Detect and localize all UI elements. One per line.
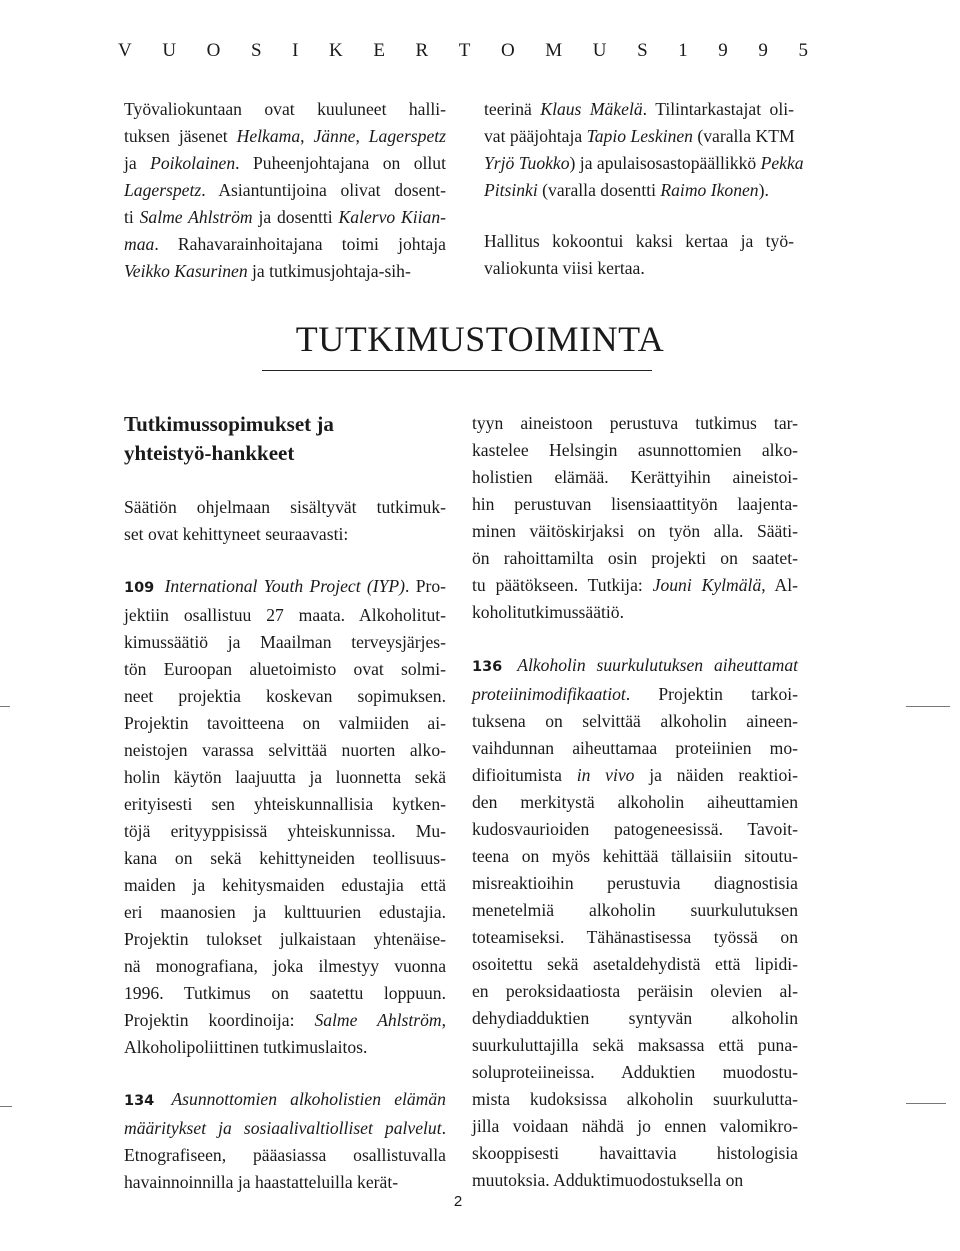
text-run: , xyxy=(441,1010,446,1030)
text-line xyxy=(472,1059,798,1086)
text-run: eri maanosien ja kulttuurien edustajia. xyxy=(124,902,446,922)
text-line xyxy=(124,980,446,1007)
italic-run: Salme Ahlström xyxy=(139,207,253,227)
text-line xyxy=(124,1169,446,1196)
left-column xyxy=(124,410,446,1196)
text-run: . Rahavarainhoitajana toimi johtaja xyxy=(154,234,446,254)
italic-run: Raimo Ikonen xyxy=(660,180,759,200)
italic-run: Klaus Mäkelä xyxy=(540,99,643,119)
text-run: . Projektin tarkoi- xyxy=(625,684,798,704)
running-head-letter: R xyxy=(415,40,429,61)
text-line xyxy=(484,228,794,255)
text-run: teerinä xyxy=(484,99,541,119)
text-line xyxy=(124,602,446,629)
italic-run: määritykset ja sosiaalivaltiolliset palvelut xyxy=(124,1118,442,1138)
text-run: Projektin tavoitteena on valmiiden ai- xyxy=(124,713,446,733)
italic-run: in vivo xyxy=(576,765,635,785)
scan-mark xyxy=(906,1103,946,1104)
text-line xyxy=(124,953,446,980)
text-line xyxy=(124,845,446,872)
text-line xyxy=(124,521,446,548)
text-line xyxy=(124,231,446,258)
text-run: havainnoinnilla ja haastatteluilla kerät- xyxy=(124,1172,399,1192)
text-line xyxy=(124,1034,446,1061)
text-run: dehydiadduktien syntyvän alkoholin xyxy=(472,1008,798,1028)
italic-run: Lagerspetz xyxy=(368,126,446,146)
running-head-letter: V xyxy=(118,40,132,61)
text-run: osoitettu sekä asetaldehydistä että lipidi- xyxy=(472,954,798,974)
right-column xyxy=(472,410,798,1194)
text-run: koholitutkimussäätiö. xyxy=(472,602,624,622)
italic-run: Lagerspetz xyxy=(124,180,202,200)
text-line xyxy=(472,518,798,545)
item-number: 136 xyxy=(472,659,503,675)
project-134 xyxy=(124,1086,446,1196)
text-run: vat pääjohtaja xyxy=(484,126,587,146)
text-run: erityisesti sen yhteiskunnallisia kytken- xyxy=(124,794,446,814)
text-run: . Pro- xyxy=(405,576,446,596)
text-line xyxy=(484,177,794,204)
text-line xyxy=(124,899,446,926)
italic-run: Asunnottomien alkoholistien elämän xyxy=(171,1089,446,1109)
italic-run: Poikolainen xyxy=(150,153,236,173)
text-run: vaihdunnan aiheuttamaa proteiinien mo- xyxy=(472,738,798,758)
text-run: holistien elämää. Kerättyihin aineistoi- xyxy=(472,467,798,487)
text-line xyxy=(472,652,798,681)
italic-run: Alkoholin suurkulutuksen aiheuttamat xyxy=(517,655,799,675)
text-run: ja dosentti xyxy=(252,207,339,227)
italic-run: Tapio Leskinen xyxy=(586,126,693,146)
text-run: ja xyxy=(124,153,151,173)
text-line xyxy=(472,1086,798,1113)
text-run: tön Euroopan aluetoimisto ovat solmi- xyxy=(124,659,446,679)
text-line xyxy=(472,735,798,762)
text-run: tu päätökseen. Tutkija: xyxy=(472,575,653,595)
text-line xyxy=(472,1140,798,1167)
text-run: ) ja apulaisosastopäällikkö xyxy=(569,153,761,173)
text-run: 1996. Tutkimus on saatettu loppuun. xyxy=(124,983,446,1003)
text-line xyxy=(124,96,446,123)
text-run: holin käytön laajuutta ja luonnetta sekä xyxy=(124,767,446,787)
text-line xyxy=(472,978,798,1005)
text-line xyxy=(124,737,446,764)
project-109 xyxy=(124,573,446,1061)
text-line xyxy=(124,656,446,683)
text-run: , xyxy=(300,126,314,146)
text-run: tuksen jäsenet xyxy=(124,126,237,146)
text-run: minen väitöskirjaksi on työn alla. Sääti- xyxy=(472,521,798,541)
text-line xyxy=(124,1086,446,1115)
text-line xyxy=(124,926,446,953)
text-run: valiokunta viisi kertaa. xyxy=(484,258,645,278)
text-line xyxy=(472,681,798,708)
running-head-letter: S xyxy=(637,40,648,61)
text-run: skooppisesti havaittavia histologisia xyxy=(472,1143,798,1163)
text-line xyxy=(472,816,798,843)
project-134-continued xyxy=(472,410,798,626)
running-head-letter: I xyxy=(292,40,299,61)
meetings-paragraph xyxy=(484,228,794,282)
project-136 xyxy=(472,652,798,1194)
running-head-letter: K xyxy=(329,40,343,61)
text-line xyxy=(124,573,446,602)
text-run: Säätiön ohjelmaan sisältyvät tutkimuk- xyxy=(124,497,446,517)
text-line xyxy=(472,491,798,518)
item-number: 134 xyxy=(124,1093,155,1109)
running-head-letter: U xyxy=(592,40,607,61)
text-line xyxy=(472,572,798,599)
text-line xyxy=(124,791,446,818)
page-number: 2 xyxy=(453,1193,463,1210)
text-line xyxy=(472,708,798,735)
text-run: en peroksidaatiosta peräisin olevien al- xyxy=(472,981,798,1001)
text-run: , Al- xyxy=(761,575,799,595)
text-run: misreaktioihin perustuvia diagnostisia xyxy=(472,873,798,893)
text-run: ön rahoittamilta osin projekti on saatet- xyxy=(472,548,798,568)
text-run: tyyn aineistoon perustuva tutkimus tar- xyxy=(472,413,798,433)
italic-run: proteiinimodifikaatiot xyxy=(472,684,626,704)
top-left-column xyxy=(124,96,446,285)
text-line xyxy=(484,150,804,177)
text-run: mista kudoksissa alkoholin suurkulutta- xyxy=(472,1089,798,1109)
italic-run: Salme Ahlström xyxy=(314,1010,442,1030)
text-run: toteamiseksi. Tähänastisessa työssä on xyxy=(472,927,798,947)
text-line xyxy=(124,872,446,899)
text-run: (varalla dosentti xyxy=(537,180,661,200)
text-line xyxy=(472,545,798,572)
text-run: . xyxy=(441,1118,446,1138)
text-run: , xyxy=(355,126,369,146)
scan-mark xyxy=(0,706,10,707)
text-line xyxy=(472,437,798,464)
text-line xyxy=(472,843,798,870)
running-head-letter: T xyxy=(458,40,471,61)
text-line xyxy=(472,762,798,789)
text-run: Etnografiseen, pääasiassa osallistuvalla xyxy=(124,1145,446,1165)
scan-mark xyxy=(906,706,950,707)
text-line xyxy=(484,96,794,123)
text-run: Työvaliokuntaan ovat kuuluneet halli- xyxy=(124,99,446,119)
text-run: kimussäätiö ja Maailman terveysjärjes- xyxy=(124,632,446,652)
text-line xyxy=(472,789,798,816)
text-line xyxy=(124,150,446,177)
text-line xyxy=(472,1032,798,1059)
italic-run: Jouni Kylmälä xyxy=(652,575,762,595)
italic-run: Veikko Kasurinen xyxy=(124,261,248,281)
text-line xyxy=(472,410,798,437)
text-line xyxy=(124,204,446,231)
top-right-column xyxy=(484,96,804,282)
text-line xyxy=(484,255,794,282)
text-run: . Tilintarkastajat oli- xyxy=(642,99,794,119)
text-run: suurkuluttajilla sekä maksassa että puna- xyxy=(472,1035,798,1055)
italic-run: International Youth Project (IYP) xyxy=(164,576,405,596)
running-head-letter: E xyxy=(373,40,385,61)
text-run: ). xyxy=(758,180,769,200)
text-run: kana on sekä kehittyneiden teollisuus- xyxy=(124,848,446,868)
section-title: TUTKIMUSTOIMINTA xyxy=(295,319,665,359)
running-head-letter: O xyxy=(500,40,515,61)
text-run: ti xyxy=(124,207,140,227)
text-line xyxy=(124,818,446,845)
text-run: teena on myös kehittää tällaisiin sitoutu- xyxy=(472,846,798,866)
text-run: jektiin osallistuu 27 maata. Alkoholitut- xyxy=(124,605,446,625)
running-head-letter: U xyxy=(162,40,177,61)
text-run: kastelee Helsingin asunnottomien alko- xyxy=(472,440,798,460)
text-line xyxy=(472,599,798,626)
text-run: neet projektia koskevan sopimuksen. xyxy=(124,686,446,706)
text-run: soluproteiineissa. Adduktien muodostu- xyxy=(472,1062,798,1082)
running-head-letter: 5 xyxy=(798,40,808,61)
text-run: maiden ja kehitysmaiden edustajia että xyxy=(124,875,446,895)
text-line xyxy=(472,870,798,897)
text-run: . Puheenjohtajana on ollut xyxy=(235,153,446,173)
italic-run: Pekka xyxy=(760,153,804,173)
text-run: kudosvaurioiden patogeneesissä. Tavoit- xyxy=(472,819,798,839)
section-divider xyxy=(262,370,652,371)
text-run: ja näiden reaktioi- xyxy=(634,765,798,785)
running-head xyxy=(118,40,808,62)
italic-run: Yrjö Tuokko xyxy=(484,153,570,173)
text-line xyxy=(472,897,798,924)
text-run: töjä erityyppisissä yhteiskunnissa. Mu- xyxy=(124,821,446,841)
text-line xyxy=(472,1113,798,1140)
committee-paragraph xyxy=(124,96,446,285)
text-run: difioitumista xyxy=(472,765,577,785)
text-line xyxy=(124,1142,446,1169)
text-run: set ovat kehittyneet seuraavasti: xyxy=(124,524,349,544)
running-head-letter: S xyxy=(250,40,262,61)
italic-run: Jänne xyxy=(313,126,356,146)
text-line xyxy=(124,1115,446,1142)
running-head-letter: M xyxy=(545,40,563,61)
text-run: hin perustuvan lisensiaattityön laajenta- xyxy=(472,494,798,514)
text-run: tuksena on selvittää alkoholin aineen- xyxy=(472,711,798,731)
running-head-letter: 1 xyxy=(678,40,688,61)
text-run: Alkoholipoliittinen tutkimuslaitos. xyxy=(124,1037,368,1057)
item-number: 109 xyxy=(124,580,155,596)
text-run: Projektin koordinoija: xyxy=(124,1010,315,1030)
text-line xyxy=(124,258,446,285)
text-line xyxy=(124,629,446,656)
text-line xyxy=(472,924,798,951)
intro-paragraph xyxy=(124,494,446,548)
text-run: nä monografiana, joka ilmestyy vuonna xyxy=(124,956,446,976)
text-line xyxy=(124,494,446,521)
text-line xyxy=(124,710,446,737)
text-run: muutoksia. Adduktimuodostuksella on xyxy=(472,1170,744,1190)
text-line xyxy=(124,177,446,204)
text-run: jilla voidaan nähdä jo ennen valomikro- xyxy=(472,1116,798,1136)
text-line xyxy=(124,764,446,791)
text-line xyxy=(124,123,446,150)
text-run: neistojen varassa selvittää nuorten alko- xyxy=(124,740,446,760)
text-run: Hallitus kokoontui kaksi kertaa ja työ- xyxy=(484,231,794,251)
running-head-letter: 9 xyxy=(758,40,768,61)
text-run: . Asiantuntijoina olivat dosent- xyxy=(201,180,446,200)
italic-run: Pitsinki xyxy=(484,180,538,200)
text-line xyxy=(472,1167,798,1194)
text-run: den merkitystä alkoholin aiheuttamien xyxy=(472,792,798,812)
text-run: Projektin tulokset julkaistaan yhtenäise- xyxy=(124,929,446,949)
text-run: menetelmiä alkoholin suurkulutuksen xyxy=(472,900,798,920)
running-head-letter: O xyxy=(206,40,221,61)
text-line xyxy=(472,951,798,978)
text-line xyxy=(484,123,794,150)
text-line xyxy=(124,683,446,710)
italic-run: maa xyxy=(124,234,155,254)
running-head-letter: 9 xyxy=(718,40,728,61)
italic-run: Kalervo Kiian- xyxy=(338,207,447,227)
scan-mark xyxy=(0,1106,12,1107)
text-line xyxy=(472,464,798,491)
text-run: ja tutkimusjohtaja-sih- xyxy=(247,261,411,281)
text-line xyxy=(472,1005,798,1032)
subheading: Tutkimussopimukset ja yhteistyö-hankkeet xyxy=(124,412,334,465)
text-line xyxy=(124,1007,446,1034)
auditors-paragraph xyxy=(484,96,804,204)
italic-run: Helkama xyxy=(236,126,301,146)
text-run: (varalla KTM xyxy=(692,126,795,146)
